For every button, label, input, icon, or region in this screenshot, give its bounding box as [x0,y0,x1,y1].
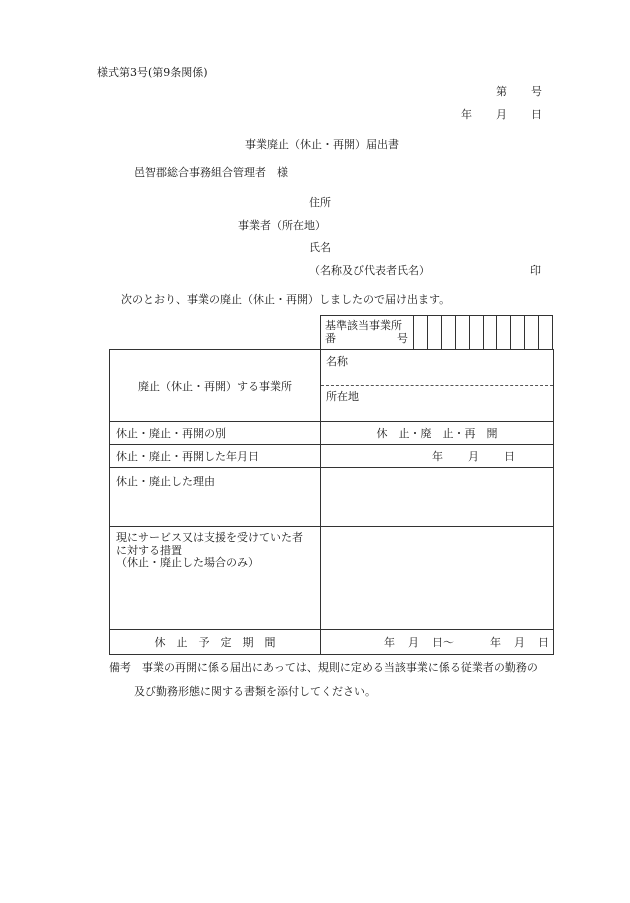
measures-label-line3: （休止・廃止した場合のみ） [116,556,259,570]
reason-value-cell[interactable] [321,468,554,527]
period-from-year: 年 [384,636,395,649]
facility-location-field[interactable] [321,386,553,421]
measures-label-line1: 現にサービス又は支援を受けていた者 [116,531,303,544]
number-dai: 第 [496,85,507,98]
code-digit-cell[interactable] [414,316,428,349]
period-row [110,630,554,655]
date-day: 日 [504,450,515,463]
code-digit-cell[interactable] [442,316,456,349]
form-number: 様式第3号(第9条関係) [97,66,208,79]
code-digit-cell[interactable] [470,316,484,349]
code-digit-cell[interactable] [497,316,511,349]
date-label-cell [110,445,321,468]
period-to-year: 年 [490,636,501,649]
facility-label-cell [110,350,321,422]
facility-code-label [321,316,414,349]
measures-label-cell [110,527,321,630]
facility-name-field[interactable] [321,350,553,386]
reason-row [110,468,554,527]
number-go: 号 [531,85,542,98]
name-label: 氏名 [309,241,331,254]
reason-label: 休止・廃止した理由 [116,475,215,488]
addressee: 邑智郡総合事務組合管理者 様 [134,166,288,179]
facility-label: 廃止（休止・再開）する事業所 [138,379,292,393]
type-row [110,422,554,445]
facility-row [110,350,554,422]
date-value-cell[interactable] [321,445,554,468]
name-note: （名称及び代表者氏名） [309,264,430,277]
measures-label-line2: に対する措置 [116,543,182,557]
code-digit-cell[interactable] [428,316,442,349]
type-options: 休 止・廃 止・再 開 [376,427,498,440]
period-label: 休 止 予 定 期 間 [154,636,276,649]
code-digit-cell[interactable] [525,316,539,349]
seal-mark: 印 [530,264,541,277]
facility-code-digits [414,316,552,349]
notification-table [109,349,554,655]
remarks-line2: 及び勤務形態に関する書類を添付してください。 [134,685,376,698]
date-month: 月 [468,450,479,463]
type-label-cell [110,422,321,445]
facility-detail-cell [321,350,554,422]
intro-text: 次のとおり、事業の廃止（休止・再開）しましたので届け出ます。 [121,293,451,306]
period-value-cell[interactable] [321,630,554,655]
period-from-month: 月 [408,636,419,649]
date-row [110,445,554,468]
code-digit-cell[interactable] [511,316,525,349]
header-day: 日 [531,108,542,121]
measures-row [110,527,554,630]
code-digit-cell[interactable] [539,316,552,349]
facility-code-label-ban: 番 [325,332,336,345]
header-month: 月 [496,108,507,121]
reason-label-cell [110,468,321,527]
period-label-cell [110,630,321,655]
period-to-month: 月 [514,636,525,649]
header-year: 年 [461,108,472,121]
date-year: 年 [432,450,443,463]
facility-code-label-go: 号 [397,332,408,345]
document-title: 事業廃止（休止・再開）届出書 [245,138,399,151]
facility-location-label: 所在地 [326,390,359,403]
date-label: 休止・廃止・再開した年月日 [116,450,259,463]
facility-name-label: 名称 [326,355,348,368]
code-digit-cell[interactable] [456,316,470,349]
remarks-line1: 備考 事業の再開に係る届出にあっては、規則に定める当該事業に係る従業者の勤務の [109,661,538,674]
code-digit-cell[interactable] [484,316,498,349]
period-from-day: 日～ [432,636,454,649]
address-label: 住所 [309,196,331,209]
measures-value-cell[interactable] [321,527,554,630]
period-to-day: 日 [538,636,549,649]
facility-code-box [320,315,553,349]
entity-label: 事業者（所在地） [238,219,326,232]
type-options-cell[interactable] [321,422,554,445]
facility-code-label-line1: 基準該当事業所 [325,319,402,332]
type-label: 休止・廃止・再開の別 [116,427,226,440]
